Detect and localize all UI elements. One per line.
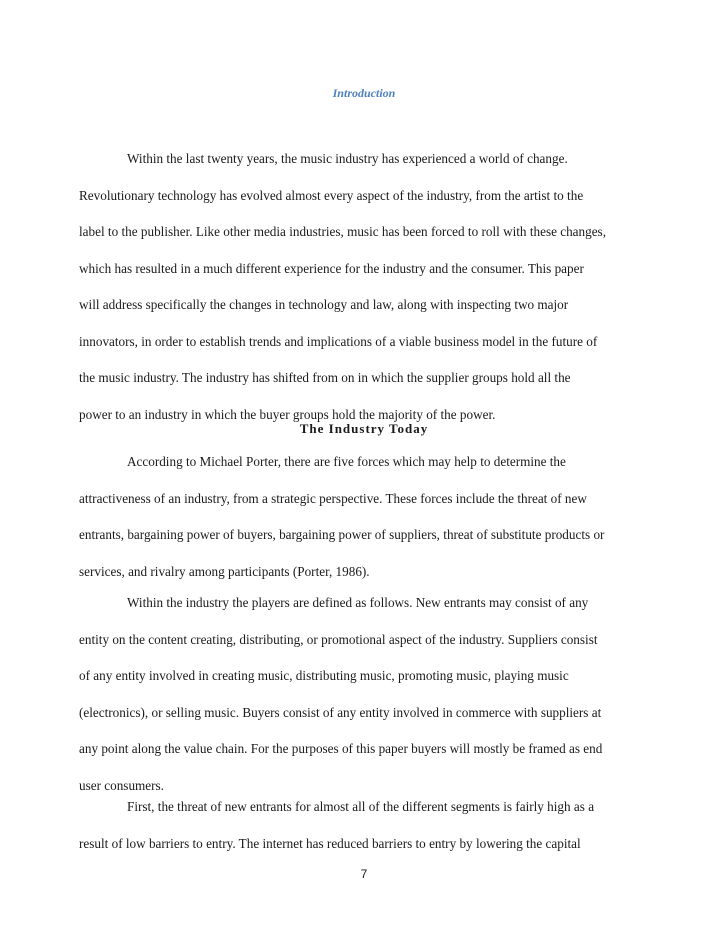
text-line: power to an industry in which the buyer groups hold the majority of the power. — [79, 406, 496, 422]
industry-paragraph-3 — [79, 798, 659, 871]
text-line: result of low barriers to entry. The internet has reduced barriers to entry by lowering the capital — [79, 835, 581, 851]
text-line: label to the publisher. Like other media industries, music has been forced to roll with these changes, — [79, 224, 606, 239]
introduction-paragraph — [79, 150, 659, 442]
text-line: innovators, in order to establish trends and implications of a viable business model in the future of — [79, 333, 598, 349]
text-line: the music industry. The industry has shifted from on in which the supplier groups hold all the — [79, 370, 571, 385]
text-line: First, the threat of new entrants for almost all of the different segments is fairly high as a — [127, 799, 595, 814]
text-line: will address specifically the changes in technology and law, along with inspecting two major — [79, 297, 569, 312]
industry-paragraph-2 — [79, 594, 659, 813]
text-line: Within the industry the players are defined as follows. New entrants may consist of any — [127, 595, 589, 610]
text-line: any point along the value chain. For the purposes of this paper buyers will mostly be framed as end — [79, 741, 603, 756]
industry-paragraph-1 — [79, 453, 659, 599]
text-line: attractiveness of an industry, from a strategic perspective. These forces include the threat of new — [79, 490, 587, 506]
text-line: of any entity involved in creating music, distributing music, promoting music, playing music — [79, 668, 569, 683]
page-number: 7 — [360, 867, 368, 881]
text-line: which has resulted in a much different experience for the industry and the consumer. This paper — [79, 260, 584, 276]
text-line: entity on the content creating, distributing, or promotional aspect of the industry. Suppliers consist — [79, 631, 598, 647]
text-line: Revolutionary technology has evolved almost every aspect of the industry, from the artist to the — [79, 187, 584, 203]
text-line: user consumers. — [79, 777, 164, 793]
text-line: services, and rivalry among participants (Porter, 1986). — [79, 563, 370, 579]
introduction-heading: Introduction — [332, 86, 396, 100]
industry-today-heading: The Industry Today — [299, 421, 429, 436]
text-line: Within the last twenty years, the music industry has experienced a world of change. — [127, 151, 568, 166]
text-line: According to Michael Porter, there are five forces which may help to determine the — [127, 454, 566, 469]
text-line: entrants, bargaining power of buyers, bargaining power of suppliers, threat of substitute products or — [79, 527, 605, 542]
text-line: (electronics), or selling music. Buyers consist of any entity involved in commerce with suppliers at — [79, 704, 602, 720]
